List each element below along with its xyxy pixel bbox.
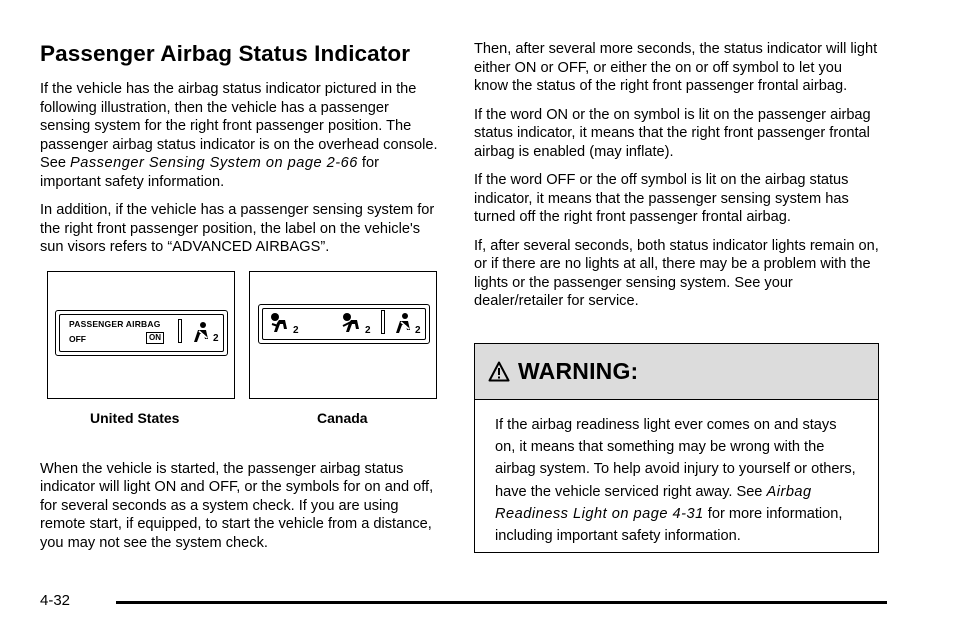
passenger-seatbelt-icon — [393, 312, 415, 334]
passenger-airbag-label: PASSENGER AIRBAG — [69, 318, 161, 329]
airbag-on-icon — [269, 312, 291, 334]
warning-text-a: If the airbag readiness light ever comes on and stays on, it means that something may be wrong with the airbag system. To help avoid injury to yourself or others, have the vehicle serviced right away. See — [495, 417, 856, 500]
passenger-sensing-reference-link[interactable]: Passenger Sensing System on page 2-66 — [70, 155, 358, 171]
canada-caption: Canada — [317, 409, 368, 426]
intro-text-b: for important safety information. — [40, 155, 379, 190]
on-label: ON — [146, 332, 164, 344]
page-number: 4-32 — [40, 592, 71, 609]
left-column — [40, 40, 440, 562]
intro-paragraph — [40, 80, 440, 191]
canada-indicator-figure — [249, 271, 437, 399]
passenger-seatbelt-icon — [191, 321, 213, 343]
page-title: Passenger Airbag Status Indicator — [40, 41, 411, 66]
seatbelt-subscript: 2 — [415, 324, 421, 336]
indicator-figures — [40, 271, 440, 446]
us-indicator-figure — [47, 271, 235, 399]
problem-paragraph: If, after several seconds, both status indicator lights remain on, or if there are no lights at all, there may be a problem with the lights or the passenger sensing system. See your dealer/retailer for service. — [474, 237, 879, 309]
divider-bar — [178, 319, 182, 343]
us-caption: United States — [90, 409, 180, 426]
airbag-on-subscript: 2 — [293, 324, 299, 336]
warning-box — [474, 343, 879, 553]
warning-body — [475, 400, 878, 547]
intro-text-a: If the vehicle has the airbag status indicator pictured in the following illustration, then the vehicle has a passenger sensing system for the right front passenger position. The passenger airbag status indicator is on the overhead console. See — [40, 81, 438, 171]
sun-visor-paragraph: In addition, if the vehicle has a passenger sensing system for the right front passenger position, the label on the vehicle's sun visors refers to “ADVANCED AIRBAGS”. — [40, 202, 435, 255]
airbag-off-icon — [341, 312, 363, 334]
airbag-off-subscript: 2 — [365, 324, 371, 336]
on-status-paragraph: If the word ON or the on symbol is lit on the passenger airbag status indicator, it means that the right front passenger frontal airbag is enabled (may inflate). — [474, 106, 871, 160]
canada-indicator-panel — [258, 304, 430, 344]
divider-bar — [381, 310, 385, 334]
right-column — [474, 40, 880, 545]
warning-title: WARNING: — [518, 358, 639, 384]
airbag-readiness-reference-link[interactable]: Airbag Readiness Light on page 4-31 — [495, 483, 812, 522]
footer-rule — [116, 601, 887, 604]
off-label: OFF — [69, 333, 86, 344]
us-indicator-panel — [55, 310, 228, 356]
icon-subscript: 2 — [213, 332, 219, 344]
warning-header — [475, 344, 878, 400]
warning-text-b: for more information, including important safety information. — [495, 505, 843, 545]
system-check-paragraph: When the vehicle is started, the passenger airbag status indicator will light ON and OFF, or the symbols for on and off, for several seconds as a system check. If you are using remote start, if equipped, to start the vehicle from a distance, you may not see the system check. — [40, 460, 434, 551]
status-paragraph: Then, after several more seconds, the status indicator will light either ON or OFF, or either the on or off symbol to let you know the status of the right front passenger frontal airbag. — [474, 41, 878, 94]
warning-triangle-icon — [488, 361, 510, 382]
off-status-paragraph: If the word OFF or the off symbol is lit on the airbag status indicator, it means that the passenger sensing system has turned off the right front passenger frontal airbag. — [474, 172, 849, 225]
